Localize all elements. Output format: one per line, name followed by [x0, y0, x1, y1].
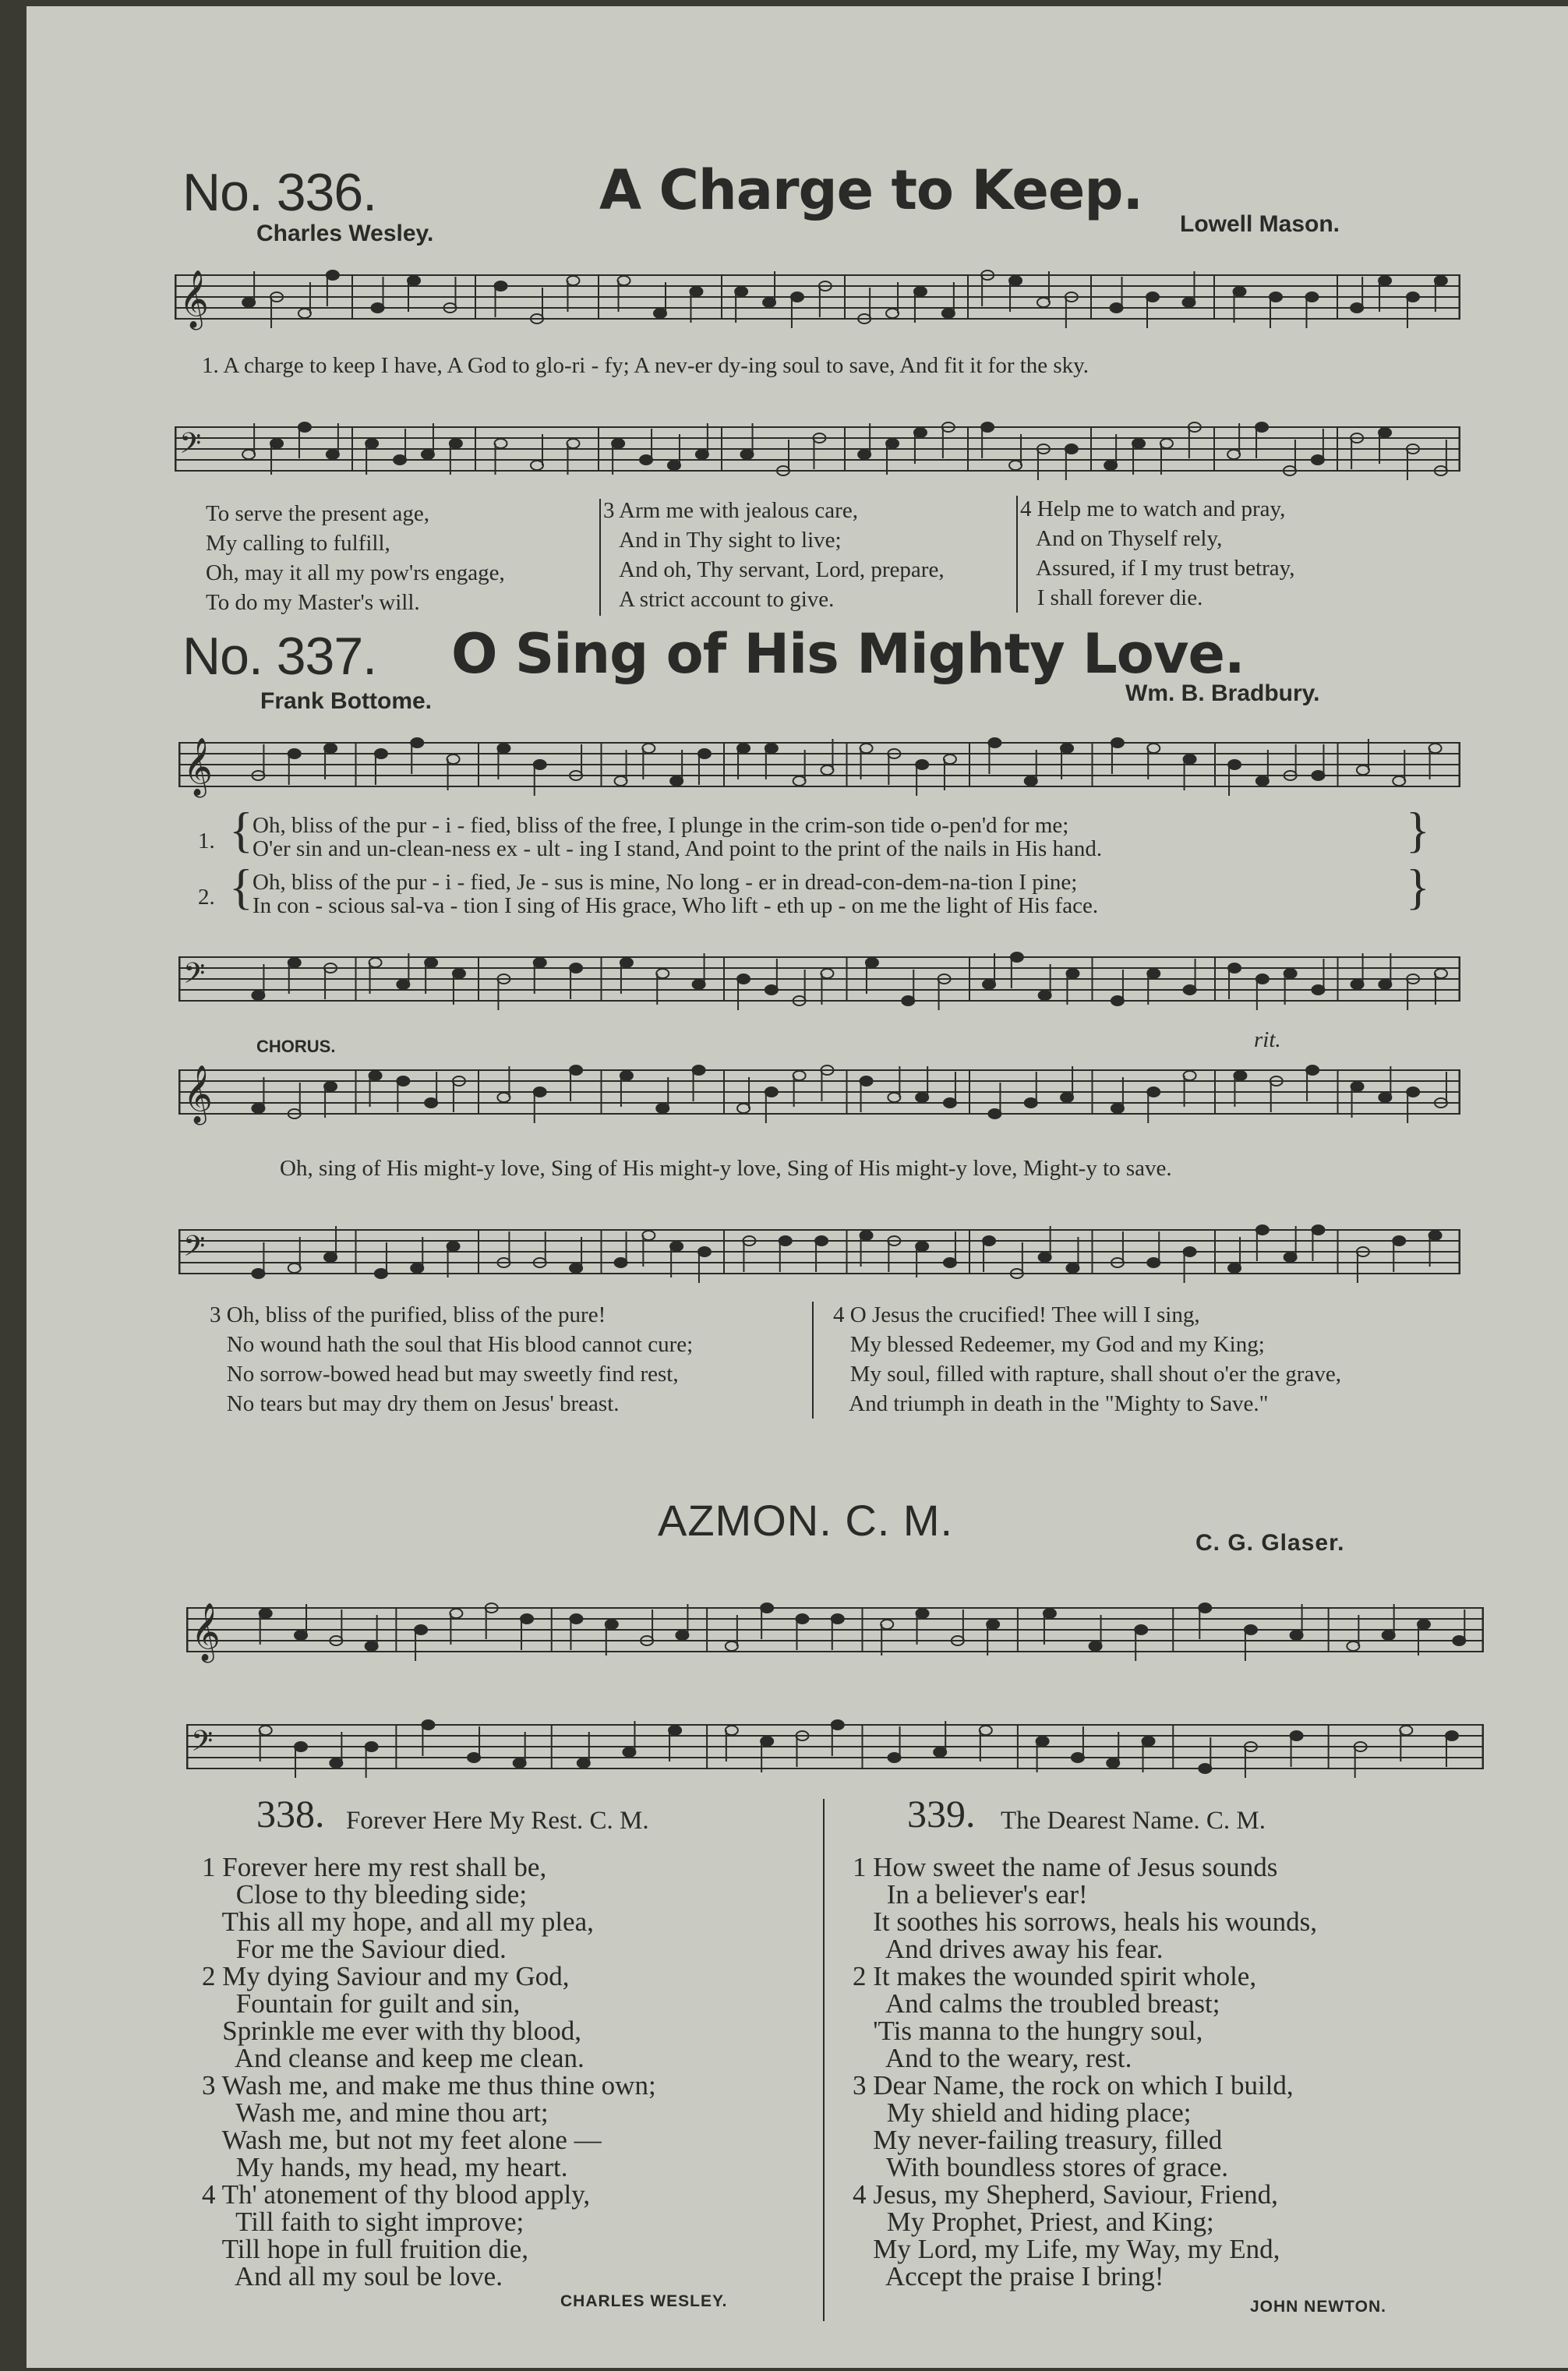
- tune-composer: C. G. Glaser.: [1195, 1530, 1345, 1556]
- hymnal-page: [26, 6, 1568, 2368]
- lyric-336: 1. A charge to keep I have, A God to glo-ri - fy; A nev-er dy-ing soul to save, And fit it for the sky.: [202, 353, 1089, 378]
- hymn-number-337: No. 337.: [182, 627, 377, 686]
- staff-azmon-treble: [186, 1596, 1484, 1674]
- staff-337-treble: [178, 731, 1460, 809]
- staff-337-bass-drawing: [178, 945, 1460, 1023]
- stanza-338-2: 2 My dying Saviour and my God, Fountain for guilt and sin, Sprinkle me ever with thy blood, And cleanse and keep me clean.: [202, 1961, 584, 2073]
- staff-336-treble-drawing: [175, 263, 1460, 341]
- staff-336-bass: [175, 415, 1460, 493]
- rit-marking: rit.: [1254, 1027, 1281, 1052]
- chorus-label: CHORUS.: [256, 1037, 336, 1056]
- svg-text:𝄞: 𝄞: [191, 1603, 221, 1661]
- staff-337-bass: [178, 945, 1460, 1023]
- staff-336-treble: [175, 263, 1460, 341]
- svg-text:𝄢: 𝄢: [179, 427, 202, 467]
- verse-337-4: 4 O Jesus the crucified! Thee will I sing, My blessed Redeemer, my God and my King; My soul, filled with rapture, shall shout o'er the grave, And triumph in death in the "Mighty to Save.": [833, 1302, 1341, 1416]
- hymn-number-336: No. 336.: [182, 163, 377, 222]
- stanza-338-1: 1 Forever here my rest shall be, Close to thy bleeding side; This all my hope, and all my plea, For me the Saviour died.: [202, 1852, 594, 1964]
- stanza-338-4: 4 Th' atonement of thy blood apply, Till faith to sight improve; Till hope in full fruition die, And all my soul be love.: [202, 2179, 591, 2291]
- verse-label-2: 2.: [198, 885, 215, 910]
- staff-azmon-treble-drawing: [186, 1596, 1484, 1674]
- hymn-title-338: Forever Here My Rest. C. M.: [346, 1807, 649, 1835]
- hymn-number-339: 339.: [907, 1792, 976, 1836]
- verse-label-1: 1.: [198, 829, 215, 853]
- chorus-lyric-337: Oh, sing of His might-y love, Sing of His might-y love, Sing of His might-y love, Might-y to save.: [280, 1156, 1172, 1181]
- credit-338: CHARLES WESLEY.: [560, 2292, 728, 2310]
- stanza-339-3: 3 Dear Name, the rock on which I build, My shield and hiding place; My never-failing treasury, filled With boundless stores of grace.: [853, 2070, 1294, 2182]
- hymn-number-338: 338.: [256, 1792, 325, 1836]
- lyric-337-line3: Oh, bliss of the pur - i - fied, Je - sus is mine, No long - er in dread-con-dem-na-tion I pine;: [253, 870, 1078, 895]
- stanza-339-2: 2 It makes the wounded spirit whole, And calms the troubled breast; 'Tis manna to the hungry soul, And to the weary, rest.: [853, 1961, 1257, 2073]
- verse-336-4: 4 Help me to watch and pray, And on Thyself rely, Assured, if I my trust betray, I shall forever die.: [1020, 496, 1295, 610]
- hymn-title-337: O Sing of His Mighty Love.: [451, 622, 1245, 686]
- column-divider: [812, 1302, 814, 1419]
- lyric-337-line4: In con - scious sal-va - tion I sing of His grace, Who lift - eth up - on me the light of His face.: [253, 893, 1099, 918]
- lyric-337-line1: Oh, bliss of the pur - i - fied, bliss of the free, I plunge in the crim-son tide o-pen'd for me;: [253, 813, 1069, 838]
- credit-339: JOHN NEWTON.: [1250, 2298, 1386, 2316]
- staff-336-bass-drawing: [175, 415, 1460, 493]
- staff-337-chorus-bass-drawing: [178, 1218, 1460, 1296]
- svg-text:𝄞: 𝄞: [179, 270, 209, 328]
- brace: {: [229, 802, 253, 857]
- staff-337-chorus-treble: [178, 1058, 1460, 1136]
- words-author-337: Frank Bottome.: [260, 688, 433, 714]
- svg-text:𝄞: 𝄞: [183, 738, 213, 796]
- svg-text:𝄞: 𝄞: [183, 1065, 213, 1123]
- stanza-339-4: 4 Jesus, my Shepherd, Saviour, Friend, My Prophet, Priest, and King; My Lord, my Life, my Way, my End, Accept the praise I bring!: [853, 2179, 1280, 2291]
- staff-azmon-bass: [186, 1713, 1484, 1791]
- music-author-336: Lowell Mason.: [1180, 211, 1340, 237]
- lyric-337-line2: O'er sin and un-clean-ness ex - ult - ing I stand, And point to the print of the nails in His hand.: [253, 836, 1103, 861]
- brace: {: [229, 859, 253, 914]
- verse-337-3: 3 Oh, bliss of the purified, bliss of the pure! No wound hath the soul that His blood cannot cure; No sorrow-bowed head but may sweetly find rest, No tears but may dry them on Jesus' breast.: [210, 1302, 694, 1416]
- stanza-339-1: 1 How sweet the name of Jesus sounds In a believer's ear! It soothes his sorrows, heals his wounds, And drives away his fear.: [853, 1852, 1317, 1964]
- column-divider: [823, 1799, 825, 2321]
- stanza-338-3: 3 Wash me, and make me thus thine own; Wash me, and mine thou art; Wash me, but not my feet alone — My hands, my head, my heart.: [202, 2070, 656, 2182]
- svg-text:𝄢: 𝄢: [191, 1725, 214, 1765]
- staff-azmon-bass-drawing: [186, 1713, 1484, 1791]
- verse-336-2: To serve the present age, My calling to fulfill, Oh, may it all my pow'rs engage, To do my Master's will.: [206, 501, 505, 615]
- staff-337-chorus-treble-drawing: [178, 1058, 1460, 1136]
- words-author-336: Charles Wesley.: [256, 221, 434, 246]
- svg-text:𝄢: 𝄢: [183, 1230, 206, 1270]
- staff-337-treble-drawing: [178, 731, 1460, 809]
- tune-title-azmon: AZMON. C. M.: [658, 1496, 954, 1545]
- verse-336-3: 3 Arm me with jealous care, And in Thy sight to live; And oh, Thy servant, Lord, prepare, A strict account to give.: [603, 498, 945, 612]
- brace: }: [1406, 802, 1430, 857]
- hymn-title-339: The Dearest Name. C. M.: [1001, 1807, 1266, 1835]
- hymn-title-336: A Charge to Keep.: [599, 158, 1143, 222]
- column-divider: [1016, 496, 1018, 613]
- column-divider: [599, 499, 601, 616]
- svg-text:𝄢: 𝄢: [183, 957, 206, 997]
- brace: }: [1406, 859, 1430, 914]
- music-author-337: Wm. B. Bradbury.: [1125, 680, 1320, 706]
- staff-337-chorus-bass: [178, 1218, 1460, 1296]
